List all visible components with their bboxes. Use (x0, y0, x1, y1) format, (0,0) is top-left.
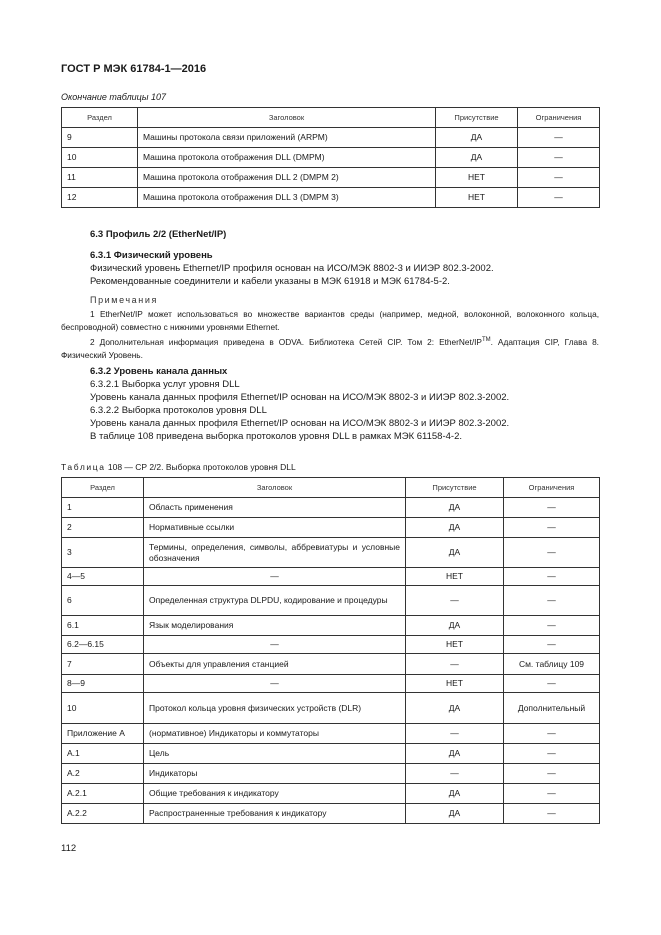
column-header: Ограничения (518, 108, 600, 128)
title-cell: Объекты для управления станцией (144, 654, 406, 675)
table-row (62, 764, 600, 784)
table-row (62, 188, 600, 208)
limits-cell: — (504, 616, 600, 636)
section-cell: 6.1 (62, 616, 144, 636)
section-cell: 2 (62, 518, 144, 538)
presence-cell: ДА (406, 538, 504, 568)
presence-cell: ДА (436, 128, 518, 148)
section-cell: 10 (62, 148, 138, 168)
section-cell: 10 (62, 693, 144, 724)
note-1-text: 1 EtherNet/IP может использоваться во множестве вариантов среды (например, медной, волоконной, волоконного кольца, беспроводной) совместно с нижними уровнями Ethernet. (61, 309, 599, 332)
table-107-caption: Окончание таблицы 107 (61, 92, 166, 102)
title-cell: Язык моделирования (144, 616, 406, 636)
table-row (62, 636, 600, 654)
section-cell: 12 (62, 188, 138, 208)
title-cell: Машина протокола отображения DLL 2 (DMPM 2) (138, 168, 436, 188)
limits-cell: — (504, 586, 600, 616)
limits-cell: — (504, 518, 600, 538)
title-cell: Цель (144, 744, 406, 764)
section-heading: 6.3 Профиль 2/2 (EtherNet/IP) (90, 229, 227, 240)
title-cell: Распространенные требования к индикатору (144, 804, 406, 824)
table-row (62, 744, 600, 764)
limits-cell: — (504, 744, 600, 764)
notes-heading: Примечания (90, 295, 158, 305)
limits-cell: — (518, 128, 600, 148)
presence-cell: НЕТ (406, 568, 504, 586)
section-cell: 7 (62, 654, 144, 675)
limits-cell: — (518, 188, 600, 208)
title-cell: Общие требования к индикатору (144, 784, 406, 804)
limits-cell: — (518, 168, 600, 188)
table-108-caption-text: 108 — CP 2/2. Выборка протоколов уровня DLL (105, 462, 296, 472)
section-cell: 11 (62, 168, 138, 188)
title-cell: Протокол кольца уровня физических устройств (DLR) (144, 693, 406, 724)
presence-cell: — (406, 654, 504, 675)
column-header: Присутствие (436, 108, 518, 128)
limits-cell: — (504, 568, 600, 586)
limits-cell: — (504, 764, 600, 784)
section-cell: 6 (62, 586, 144, 616)
note-2-text-end: . Адаптация CIP, Глава 8. Физический Уровень. (61, 336, 599, 360)
column-header: Раздел (62, 108, 138, 128)
table-row (62, 675, 600, 693)
limits-cell: — (504, 538, 600, 568)
clause-heading: 6.3.2.1 Выборка услуг уровня DLL (90, 379, 240, 390)
presence-cell: ДА (406, 784, 504, 804)
section-cell: А.2.2 (62, 804, 144, 824)
limits-cell: — (504, 636, 600, 654)
presence-cell: — (406, 586, 504, 616)
title-cell: Машины протокола связи приложений (ARPM) (138, 128, 436, 148)
title-cell: Индикаторы (144, 764, 406, 784)
presence-cell: ДА (406, 616, 504, 636)
presence-cell: НЕТ (436, 188, 518, 208)
table-word: Таблица (61, 462, 106, 472)
limits-cell: — (504, 804, 600, 824)
column-header: Заголовок (138, 108, 436, 128)
page-number: 112 (61, 843, 77, 854)
presence-cell: — (406, 764, 504, 784)
presence-cell: ДА (406, 693, 504, 724)
clause-heading: 6.3.2.2 Выборка протоколов уровня DLL (90, 405, 267, 416)
table-row (62, 168, 600, 188)
column-header: Присутствие (406, 478, 504, 498)
section-cell: 4—5 (62, 568, 144, 586)
limits-cell: См. таблицу 109 (504, 654, 600, 675)
table-row (62, 518, 600, 538)
title-cell: (нормативное) Индикаторы и коммутаторы (144, 724, 406, 744)
note-2 (61, 334, 599, 362)
title-cell: Машина протокола отображения DLL (DMPM) (138, 148, 436, 168)
section-cell: 8—9 (62, 675, 144, 693)
limits-cell: Дополнительный (504, 693, 600, 724)
title-cell: Определенная структура DLPDU, кодирование и процедуры (144, 586, 406, 616)
limits-cell: — (518, 148, 600, 168)
table-row (62, 784, 600, 804)
column-header: Заголовок (144, 478, 406, 498)
limits-cell: — (504, 784, 600, 804)
presence-cell: ДА (406, 804, 504, 824)
table-row (62, 654, 600, 675)
section-cell: 6.2—6.15 (62, 636, 144, 654)
paragraph-line: Рекомендованные соединители и кабели указаны в МЭК 61918 и МЭК 61784-5-2. (90, 276, 450, 287)
table-row (62, 148, 600, 168)
table-row (62, 538, 600, 568)
subsection-heading: 6.3.1 Физический уровень (90, 250, 213, 261)
column-header: Раздел (62, 478, 144, 498)
standard-title: ГОСТ Р МЭК 61784-1—2016 (61, 63, 207, 75)
table-row (62, 498, 600, 518)
paragraph-line: В таблице 108 приведена выборка протоколов уровня DLL в рамках МЭК 61158-4-2. (90, 431, 463, 442)
subsection-heading: 6.3.2 Уровень канала данных (90, 366, 228, 377)
section-cell: А.1 (62, 744, 144, 764)
presence-cell: ДА (406, 498, 504, 518)
table-108-caption (61, 462, 296, 472)
section-cell: А.2.1 (62, 784, 144, 804)
trademark-superscript: TM (481, 337, 491, 343)
table-row (62, 616, 600, 636)
paragraph-line: Физический уровень Ethernet/IP профиля основан на ИСО/МЭК 8802-3 и ИИЭР 802.3-2002. (90, 263, 494, 274)
limits-cell: — (504, 675, 600, 693)
note-1 (61, 308, 599, 334)
table-row (62, 804, 600, 824)
title-cell: Область применения (144, 498, 406, 518)
note-2-text: 2 Дополнительная информация приведена в ODVA. Библиотека Сетей CIP. Том 2: EtherNet/IP (90, 336, 482, 347)
section-cell: А.2 (62, 764, 144, 784)
section-cell: 1 (62, 498, 144, 518)
paragraph-line: Уровень канала данных профиля Ethernet/IP основан на ИСО/МЭК 8802-3 и ИИЭР 802.3-2002. (90, 392, 510, 403)
section-cell: Приложение А (62, 724, 144, 744)
presence-cell: — (406, 724, 504, 744)
title-cell: Нормативные ссылки (144, 518, 406, 538)
table-row (62, 724, 600, 744)
table-row (62, 693, 600, 724)
table-row (62, 568, 600, 586)
column-header: Ограничения (504, 478, 600, 498)
limits-cell: — (504, 724, 600, 744)
title-cell: Машина протокола отображения DLL 3 (DMPM 3) (138, 188, 436, 208)
title-cell: — (144, 636, 406, 654)
limits-cell: — (504, 498, 600, 518)
paragraph-line: Уровень канала данных профиля Ethernet/IP основан на ИСО/МЭК 8802-3 и ИИЭР 802.3-2002. (90, 418, 510, 429)
presence-cell: ДА (406, 518, 504, 538)
table-107 (61, 107, 600, 208)
presence-cell: НЕТ (406, 675, 504, 693)
presence-cell: ДА (436, 148, 518, 168)
presence-cell: ДА (406, 744, 504, 764)
title-cell: — (144, 568, 406, 586)
table-row (62, 128, 600, 148)
title-cell: Термины, определения, символы, аббревиатуры и условные обозначения (144, 538, 406, 568)
section-cell: 3 (62, 538, 144, 568)
table-row (62, 586, 600, 616)
table-108 (61, 477, 600, 824)
presence-cell: НЕТ (406, 636, 504, 654)
section-cell: 9 (62, 128, 138, 148)
presence-cell: НЕТ (436, 168, 518, 188)
title-cell: — (144, 675, 406, 693)
